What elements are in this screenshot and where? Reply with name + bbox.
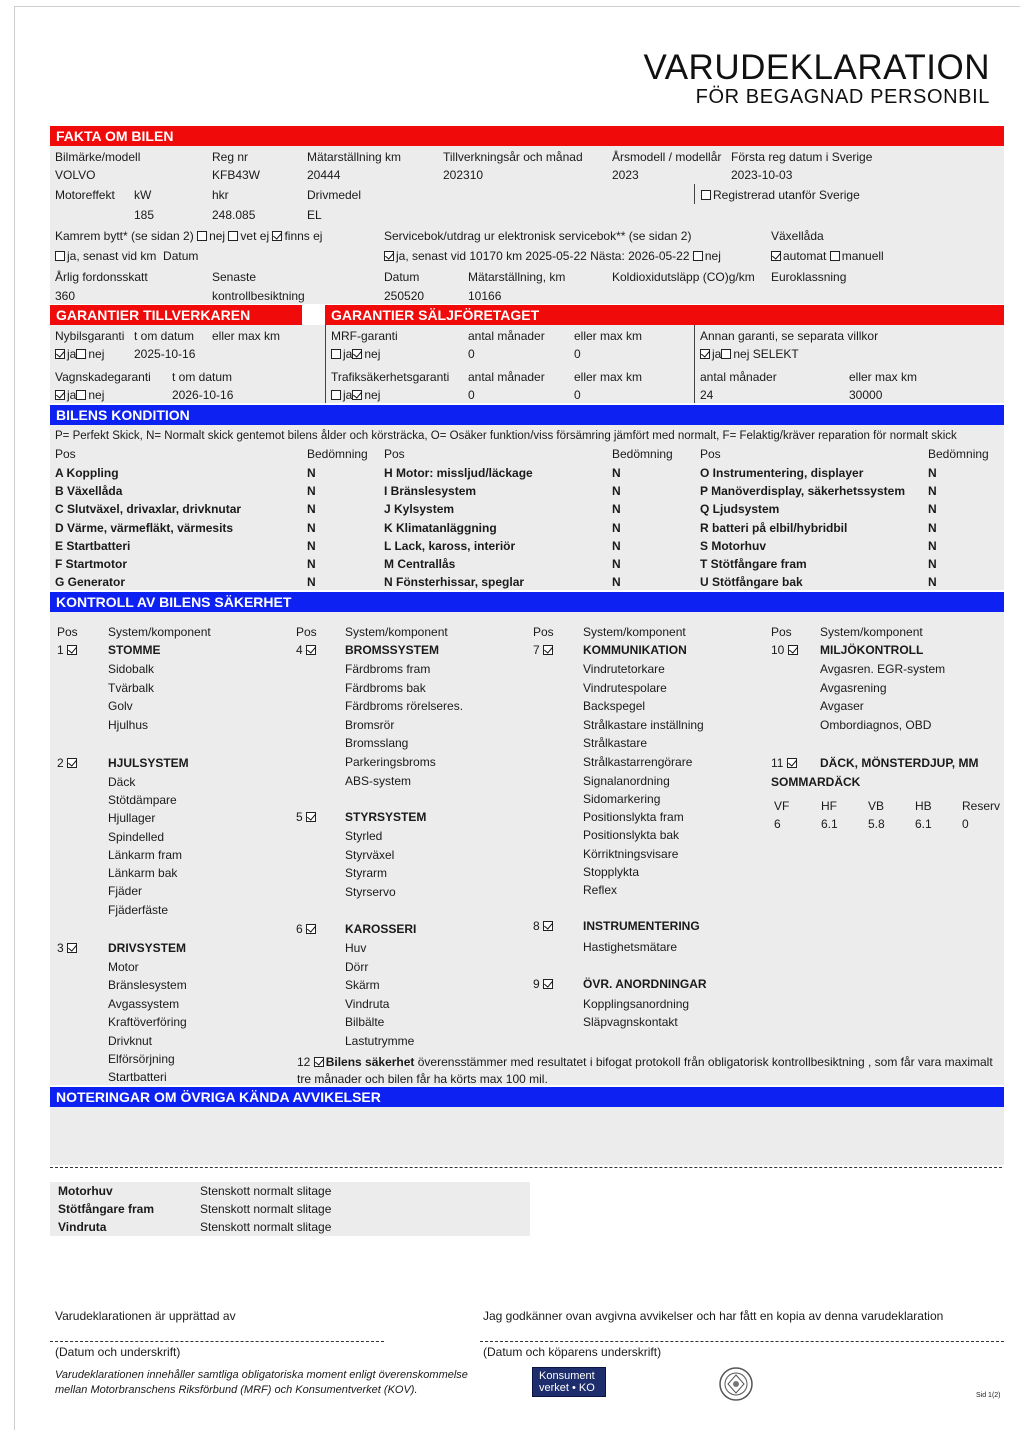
servicebok-label: Servicebok/utdrag ur elektronisk servicebok** (se sidan 2) xyxy=(384,229,692,243)
signature-line-seller[interactable] xyxy=(50,1341,384,1342)
kontroll-pos-5: 5 xyxy=(296,810,318,824)
tyre-label-VB: VB xyxy=(868,799,885,813)
tyre-value-VF: 6 xyxy=(774,817,781,831)
kondition-item-0-0: A Koppling xyxy=(55,466,119,480)
kontroll-item-2-3: Spindelled xyxy=(108,830,165,844)
kontroll-item-4-6: ABS-system xyxy=(345,774,412,788)
kontroll-item-7-2: Backspegel xyxy=(583,699,646,713)
kontroll-item-4-4: Bromsslang xyxy=(345,736,409,750)
matar-value: 20444 xyxy=(307,168,341,182)
kontroll-item-10-2: Avgaser xyxy=(820,699,864,713)
kontroll-item-2-4: Länkarm fram xyxy=(108,848,183,862)
kontroll-item-7-9: Positionslykta bak xyxy=(583,828,680,842)
kontroll-sys-label-0: System/komponent xyxy=(108,625,211,639)
kontroll-item-1-0: Sidobalk xyxy=(108,662,155,676)
tyre-label-HF: HF xyxy=(821,799,837,813)
nybils-checks: ja nej xyxy=(55,347,104,361)
mrf-man-label: antal månader xyxy=(468,329,545,343)
kond-pos-label-3: Pos xyxy=(700,447,721,461)
co-label: Koldioxidutsläpp (CO)g/km xyxy=(612,270,755,284)
tyre-value-HF: 6.1 xyxy=(821,817,838,831)
kondition-value-1-4: N xyxy=(612,539,621,553)
tyre-label-Reserv: Reserv xyxy=(962,799,1001,813)
mrf-checks: ja nej xyxy=(331,347,380,361)
kontroll-pos-1: 1 xyxy=(57,643,79,657)
kondition-value-0-2: N xyxy=(307,502,316,516)
tillv-label: Tillverkningsår och månad xyxy=(443,150,583,164)
kontroll-group-title-11: DÄCK, MÖNSTERDJUP, MM xyxy=(820,756,979,770)
annan-man-label: antal månader xyxy=(700,370,777,384)
nybils-ja-checkbox[interactable] xyxy=(55,349,65,359)
sommardack-label: SOMMARDÄCK xyxy=(771,775,861,789)
godkanner-label: Jag godkänner ovan avgivna avvikelser och har fått en kopia av denna varudeklaration xyxy=(483,1309,944,1323)
servicebok-nej-checkbox[interactable] xyxy=(693,251,703,261)
kw-label: kW xyxy=(134,188,152,202)
arsmodell-value: 2023 xyxy=(612,168,639,182)
page-subtitle: FÖR BEGAGNAD PERSONBIL xyxy=(695,86,990,108)
signature-line-buyer[interactable] xyxy=(480,1341,1004,1342)
kontroll-item-9-0: Kopplingsanordning xyxy=(583,997,690,1011)
arsmodell-label: Årsmodell / modellår xyxy=(612,150,722,164)
kontroll-item-4-0: Färdbroms fram xyxy=(345,662,431,676)
kontroll-item-9-1: Släpvagnskontakt xyxy=(583,1015,678,1029)
automat-checkbox[interactable] xyxy=(771,251,781,261)
kontroll-item-1-1: Tvärbalk xyxy=(108,681,155,695)
kondition-item-1-0: H Motor: missljud/läckage xyxy=(384,466,533,480)
datum-value: 250520 xyxy=(384,289,425,303)
kontroll-pos-3: 3 xyxy=(57,941,79,955)
kondition-item-1-2: J Kylsystem xyxy=(384,502,455,516)
kamrem-finnsej-checkbox[interactable] xyxy=(272,231,282,241)
fordonsskatt-value: 360 xyxy=(55,289,76,303)
annan-man: 24 xyxy=(700,388,714,402)
forsta-value: 2023-10-03 xyxy=(731,168,793,182)
matar2-value: 10166 xyxy=(468,289,502,303)
kontroll-pos-6: 6 xyxy=(296,922,318,936)
kondition-value-2-2: N xyxy=(928,502,937,516)
kontroll-item-2-7: Fjäderfäste xyxy=(108,903,169,917)
p12-row-2: tre månader och bilen får ha körts max 100 mil. xyxy=(297,1072,548,1086)
kamrem-vetej-checkbox[interactable] xyxy=(228,231,238,241)
notering-key-1: Stötfångare fram xyxy=(58,1202,155,1216)
kondition-value-1-3: N xyxy=(612,521,621,535)
upprattad-label: Varudeklarationen är upprättad av xyxy=(55,1309,236,1323)
annan-km-label: eller max km xyxy=(849,370,918,384)
kontroll-item-3-2: Avgassystem xyxy=(108,997,180,1011)
kontroll-item-2-2: Hjullager xyxy=(108,811,156,825)
trafik-label: Trafiksäkerhetsgaranti xyxy=(331,370,450,384)
section-kondition: BILENS KONDITION xyxy=(50,405,1004,425)
kond-bed-label-1: Bedömning xyxy=(307,447,368,461)
kontroll-item-6-4: Bilbälte xyxy=(345,1015,385,1029)
bilmarke-value: VOLVO xyxy=(55,168,96,182)
kondition-value-2-0: N xyxy=(928,466,937,480)
annan-checks: ja nej SELEKT xyxy=(700,347,799,361)
info-line-2: mellan Motorbranschens Riksförbund (MRF) och Konsumentverket (KOV). xyxy=(55,1384,418,1396)
kondition-item-1-3: K Klimatanläggning xyxy=(384,521,497,535)
kontroll-item-7-0: Vindrutetorkare xyxy=(583,662,665,676)
kondition-value-0-5: N xyxy=(307,557,316,571)
section-garanti-saljforetaget: GARANTIER SÄLJFÖRETAGET xyxy=(325,305,1004,325)
tyre-value-Reserv: 0 xyxy=(962,817,969,831)
forsta-label: Första reg datum i Sverige xyxy=(731,150,873,164)
kontroll-item-6-1: Dörr xyxy=(345,960,369,974)
annan-ja-checkbox[interactable] xyxy=(700,349,710,359)
kontroll-pos-8: 8 xyxy=(533,919,555,933)
notering-value-0: Stenskott normalt slitage xyxy=(200,1184,332,1198)
annan-label: Annan garanti, se separata villkor xyxy=(700,329,879,343)
section-kontroll: KONTROLL AV BILENS SÄKERHET xyxy=(50,592,1004,612)
kondition-value-2-6: N xyxy=(928,575,937,589)
trafik-km-label: eller max km xyxy=(574,370,643,384)
kondition-item-1-6: N Fönsterhissar, speglar xyxy=(384,575,525,589)
kontroll-group-title-8: INSTRUMENTERING xyxy=(583,919,700,933)
kondition-item-0-3: D Värme, värmefläkt, värmesits xyxy=(55,521,234,535)
kontroll-checkbox-8[interactable] xyxy=(543,921,553,931)
trafik-man-label: antal månader xyxy=(468,370,545,384)
servicebok-ja-checkbox[interactable] xyxy=(384,251,394,261)
kondition-legend: P= Perfekt Skick, N= Normalt skick gentemot bilens ålder och körsträcka, O= Osäker funktion/viss försämring jämfört med normalt, F= Felaktig/kräver reparation för normalt skick xyxy=(55,430,957,442)
kontroll-item-2-0: Däck xyxy=(108,775,136,789)
trafik-ja-checkbox[interactable] xyxy=(331,390,341,400)
kondition-item-2-5: T Stötfångare fram xyxy=(700,557,807,571)
kontroll-item-3-0: Motor xyxy=(108,960,139,974)
kondition-value-2-1: N xyxy=(928,484,937,498)
vagn-nej-checkbox[interactable] xyxy=(76,390,86,400)
annan-km: 30000 xyxy=(849,388,883,402)
kontroll-item-4-2: Färdbroms rörelseres. xyxy=(345,699,464,713)
checkbox-icon[interactable] xyxy=(701,190,711,200)
notering-key-0: Motorhuv xyxy=(58,1184,113,1198)
nybils-km-label: eller max km xyxy=(212,329,281,343)
drivmedel-label: Drivmedel xyxy=(307,188,362,202)
kontroll-group-title-6: KAROSSERI xyxy=(345,922,417,936)
kondition-value-0-4: N xyxy=(307,539,316,553)
kondition-value-1-0: N xyxy=(612,466,621,480)
trafik-checks: ja nej xyxy=(331,388,380,402)
kontroll-item-7-3: Strålkastare inställning xyxy=(583,718,704,732)
kondition-value-1-5: N xyxy=(612,557,621,571)
kondition-value-2-3: N xyxy=(928,521,937,535)
vagn-tom-label: t om datum xyxy=(172,370,233,384)
kond-bed-label-3: Bedömning xyxy=(928,447,989,461)
kontroll-checkbox-2[interactable] xyxy=(67,758,77,768)
vagn-checks: ja nej xyxy=(55,388,104,402)
kondition-item-2-3: R batteri på elbil/hybridbil xyxy=(700,521,848,535)
trafik-man: 0 xyxy=(468,388,475,402)
kamrem-ja-row: ja, senast vid km Datum xyxy=(55,249,198,263)
kontroll-pos-label-1: Pos xyxy=(296,625,317,639)
kond-pos-label-2: Pos xyxy=(384,447,405,461)
kondition-value-1-6: N xyxy=(612,575,621,589)
kontroll-item-7-8: Positionslykta fram xyxy=(583,810,684,824)
kontroll-item-3-6: Startbatteri xyxy=(108,1070,167,1084)
mrf-nej-checkbox[interactable] xyxy=(352,349,362,359)
p12-checkbox[interactable] xyxy=(314,1057,324,1067)
kond-pos-label-1: Pos xyxy=(55,447,76,461)
drivmedel-value: EL xyxy=(307,208,322,222)
kondition-item-2-4: S Motorhuv xyxy=(700,539,766,553)
kontroll-item-5-3: Styrservo xyxy=(345,885,396,899)
datum-sign-label: (Datum och underskrift) xyxy=(55,1345,181,1359)
kontroll-group-title-3: DRIVSYSTEM xyxy=(108,941,187,955)
kontroll-checkbox-6[interactable] xyxy=(306,924,316,934)
kontroll-checkbox-7[interactable] xyxy=(543,645,553,655)
tyre-label-VF: VF xyxy=(774,799,790,813)
kontroll-item-3-5: Elförsörjning xyxy=(108,1052,175,1066)
vaxellada-label: Växellåda xyxy=(771,229,824,243)
kondition-item-2-0: O Instrumentering, displayer xyxy=(700,466,864,480)
kontroll-item-5-2: Styrarm xyxy=(345,866,387,880)
kontroll-group-title-2: HJULSYSTEM xyxy=(108,756,189,770)
kontroll-item-6-5: Lastutrymme xyxy=(345,1034,415,1048)
kond-bed-label-2: Bedömning xyxy=(612,447,673,461)
kontroll-item-6-3: Vindruta xyxy=(345,997,390,1011)
kontroll-label: kontrollbesiktning xyxy=(212,289,305,303)
kondition-item-0-5: F Startmotor xyxy=(55,557,127,571)
kontroll-item-7-11: Stopplykta xyxy=(583,865,640,879)
mrf-km-label: eller max km xyxy=(574,329,643,343)
kontroll-pos-10: 10 xyxy=(771,643,800,657)
notering-value-2: Stenskott normalt slitage xyxy=(200,1220,332,1234)
kontroll-group-title-10: MILJÖKONTROLL xyxy=(820,643,924,657)
regnr-label: Reg nr xyxy=(212,150,249,164)
kontroll-item-7-12: Reflex xyxy=(583,883,618,897)
kontroll-item-3-4: Drivknut xyxy=(108,1034,153,1048)
kondition-item-2-1: P Manöverdisplay, säkerhetssystem xyxy=(700,484,905,498)
kondition-value-0-1: N xyxy=(307,484,316,498)
kontroll-group-title-7: KOMMUNIKATION xyxy=(583,643,687,657)
kontroll-checkbox-11[interactable] xyxy=(787,758,797,768)
info-line-1: Varudeklarationen innehåller samtliga obligatoriska moment enligt överenskommelse xyxy=(55,1369,468,1381)
kontroll-pos-11: 11 xyxy=(771,756,799,770)
kw-value: 185 xyxy=(134,208,155,222)
fordonsskatt-label: Årlig fordonsskatt xyxy=(55,270,148,284)
page-title: VARUDEKLARATION xyxy=(643,48,990,87)
hkr-label: hkr xyxy=(212,188,229,202)
kondition-item-2-6: U Stötfångare bak xyxy=(700,575,803,589)
kontroll-checkbox-10[interactable] xyxy=(788,645,798,655)
kontroll-item-2-1: Stötdämpare xyxy=(108,793,177,807)
kondition-value-2-4: N xyxy=(928,539,937,553)
tyre-label-HB: HB xyxy=(915,799,932,813)
section-fakta: FAKTA OM BILEN xyxy=(50,126,1004,146)
kondition-item-1-1: I Bränslesystem xyxy=(384,484,477,498)
kamrem-nej-checkbox[interactable] xyxy=(197,231,207,241)
kontroll-item-3-1: Bränslesystem xyxy=(108,978,187,992)
kontroll-item-4-5: Parkeringsbroms xyxy=(345,755,436,769)
kontroll-pos-2: 2 xyxy=(57,756,79,770)
nybils-nej-checkbox[interactable] xyxy=(76,349,86,359)
kontroll-pos-label-3: Pos xyxy=(771,625,792,639)
kontroll-item-5-0: Styrled xyxy=(345,829,383,843)
p12-row: 12 Bilens säkerhet överensstämmer med resultatet i bifogat protokoll från obligatorisk kontrollbesiktning , som får vara maximalt xyxy=(297,1055,993,1069)
tillv-value: 202310 xyxy=(443,168,484,182)
konsumentverket-logo: Konsument verket • KO xyxy=(532,1367,606,1397)
kontroll-item-4-3: Bromsrör xyxy=(345,718,395,732)
vagn-label: Vagnskadegaranti xyxy=(55,370,151,384)
vaxellada-row: automat manuell xyxy=(771,249,884,263)
kontroll-item-7-5: Strålkastarrengörare xyxy=(583,755,693,769)
tyre-value-HB: 6.1 xyxy=(915,817,932,831)
kontroll-item-8-0: Hastighetsmätare xyxy=(583,940,678,954)
kontroll-sys-label-2: System/komponent xyxy=(583,625,686,639)
kondition-item-0-1: B Växellåda xyxy=(55,484,123,498)
kondition-item-0-6: G Generator xyxy=(55,575,126,589)
notering-key-2: Vindruta xyxy=(58,1220,107,1234)
kontroll-item-10-0: Avgasren. EGR-system xyxy=(820,662,946,676)
kontroll-item-10-3: Ombordiagnos, OBD xyxy=(820,718,932,732)
section-garanti-tillverkaren: GARANTIER TILLVERKAREN xyxy=(50,305,302,325)
kondition-item-1-4: L Lack, kaross, interiör xyxy=(384,539,516,553)
noteringar-panel xyxy=(50,1107,1004,1165)
kontroll-group-title-1: STOMME xyxy=(108,643,161,657)
regnr-value: KFB43W xyxy=(212,168,261,182)
datum-kop-label: (Datum och köparens underskrift) xyxy=(483,1345,662,1359)
kontroll-item-3-3: Kraftöverföring xyxy=(108,1015,187,1029)
kontroll-item-2-5: Länkarm bak xyxy=(108,866,178,880)
page-number: Sid 1(2) xyxy=(976,1392,1001,1399)
kontroll-checkbox-1[interactable] xyxy=(67,645,77,655)
kontroll-group-title-9: ÖVR. ANORDNINGAR xyxy=(583,977,707,991)
kontroll-item-7-4: Strålkastare xyxy=(583,736,648,750)
trafik-nej-checkbox[interactable] xyxy=(352,390,362,400)
tyre-value-VB: 5.8 xyxy=(868,817,885,831)
kontroll-pos-4: 4 xyxy=(296,643,318,657)
kontroll-sys-label-3: System/komponent xyxy=(820,625,923,639)
kontroll-checkbox-4[interactable] xyxy=(306,645,316,655)
kondition-value-0-3: N xyxy=(307,521,316,535)
kondition-value-2-5: N xyxy=(928,557,937,571)
matar-label: Mätarställning km xyxy=(307,150,402,164)
kontroll-item-1-3: Hjulhus xyxy=(108,718,149,732)
kontroll-item-6-0: Huv xyxy=(345,941,367,955)
nybils-datum: 2025-10-16 xyxy=(134,347,196,361)
vagn-datum: 2026-10-16 xyxy=(172,388,234,402)
kontroll-pos-label-0: Pos xyxy=(57,625,78,639)
kontroll-sys-label-1: System/komponent xyxy=(345,625,448,639)
kontroll-item-6-2: Skärm xyxy=(345,978,380,992)
trafik-km: 0 xyxy=(574,388,581,402)
kontroll-item-7-7: Sidomarkering xyxy=(583,792,661,806)
kondition-item-1-5: M Centrallås xyxy=(384,557,456,571)
mrf-seal-icon xyxy=(718,1366,754,1402)
kontroll-item-5-1: Styrväxel xyxy=(345,848,395,862)
manuell-checkbox[interactable] xyxy=(830,251,840,261)
kamrem-ja-checkbox[interactable] xyxy=(55,251,65,261)
utanfor-checkbox[interactable]: Registrerad utanför Sverige xyxy=(701,188,860,202)
kontroll-group-title-4: BROMSSYSTEM xyxy=(345,643,440,657)
kontroll-item-1-2: Golv xyxy=(108,699,133,713)
hkr-value: 248.085 xyxy=(212,208,256,222)
kontroll-pos-7: 7 xyxy=(533,643,555,657)
mrf-ja-checkbox[interactable] xyxy=(331,349,341,359)
motoreffekt-label: Motoreffekt xyxy=(55,188,115,202)
nybils-label: Nybilsgaranti xyxy=(55,329,125,343)
matar2-label: Mätarställning, km xyxy=(468,270,566,284)
kontroll-item-2-6: Fjäder xyxy=(108,884,143,898)
vagn-ja-checkbox[interactable] xyxy=(55,390,65,400)
kontroll-pos-9: 9 xyxy=(533,977,555,991)
servicebok-row: ja, senast vid 10170 km 2025-05-22 Nästa: 2026-05-22 nej xyxy=(384,249,721,263)
mrf-man: 0 xyxy=(468,347,475,361)
kontroll-item-10-1: Avgasrening xyxy=(820,681,887,695)
kontroll-item-7-1: Vindrutespolare xyxy=(583,681,667,695)
mrf-km: 0 xyxy=(574,347,581,361)
kontroll-item-4-1: Färdbroms bak xyxy=(345,681,426,695)
senaste-label: Senaste xyxy=(212,270,257,284)
bilmarke-label: Bilmärke/modell xyxy=(55,150,141,164)
kontroll-checkbox-3[interactable] xyxy=(67,943,77,953)
kontroll-checkbox-9[interactable] xyxy=(543,979,553,989)
kondition-value-0-0: N xyxy=(307,466,316,480)
kondition-item-0-4: E Startbatteri xyxy=(55,539,131,553)
kontroll-checkbox-5[interactable] xyxy=(306,812,316,822)
datum-label: Datum xyxy=(384,270,420,284)
kondition-item-2-2: Q Ljudsystem xyxy=(700,502,780,516)
kontroll-item-7-10: Körriktningsvisare xyxy=(583,847,679,861)
kondition-item-0-2: C Slutväxel, drivaxlar, drivknutar xyxy=(55,502,242,516)
kondition-value-1-1: N xyxy=(612,484,621,498)
nybils-tom-label: t om datum xyxy=(134,329,195,343)
kontroll-item-7-6: Signalanordning xyxy=(583,774,670,788)
kamrem-row: Kamrem bytt* (se sidan 2) nej vet ej finns ej xyxy=(55,229,323,243)
euro-label: Euroklassning xyxy=(771,270,847,284)
kontroll-pos-label-2: Pos xyxy=(533,625,554,639)
section-noteringar: NOTERINGAR OM ÖVRIGA KÄNDA AVVIKELSER xyxy=(50,1087,1004,1107)
notering-value-1: Stenskott normalt slitage xyxy=(200,1202,332,1216)
kondition-value-1-2: N xyxy=(612,502,621,516)
mrf-label: MRF-garanti xyxy=(331,329,398,343)
kondition-value-0-6: N xyxy=(307,575,316,589)
kontroll-group-title-5: STYRSYSTEM xyxy=(345,810,427,824)
annan-nej-checkbox[interactable] xyxy=(721,349,731,359)
